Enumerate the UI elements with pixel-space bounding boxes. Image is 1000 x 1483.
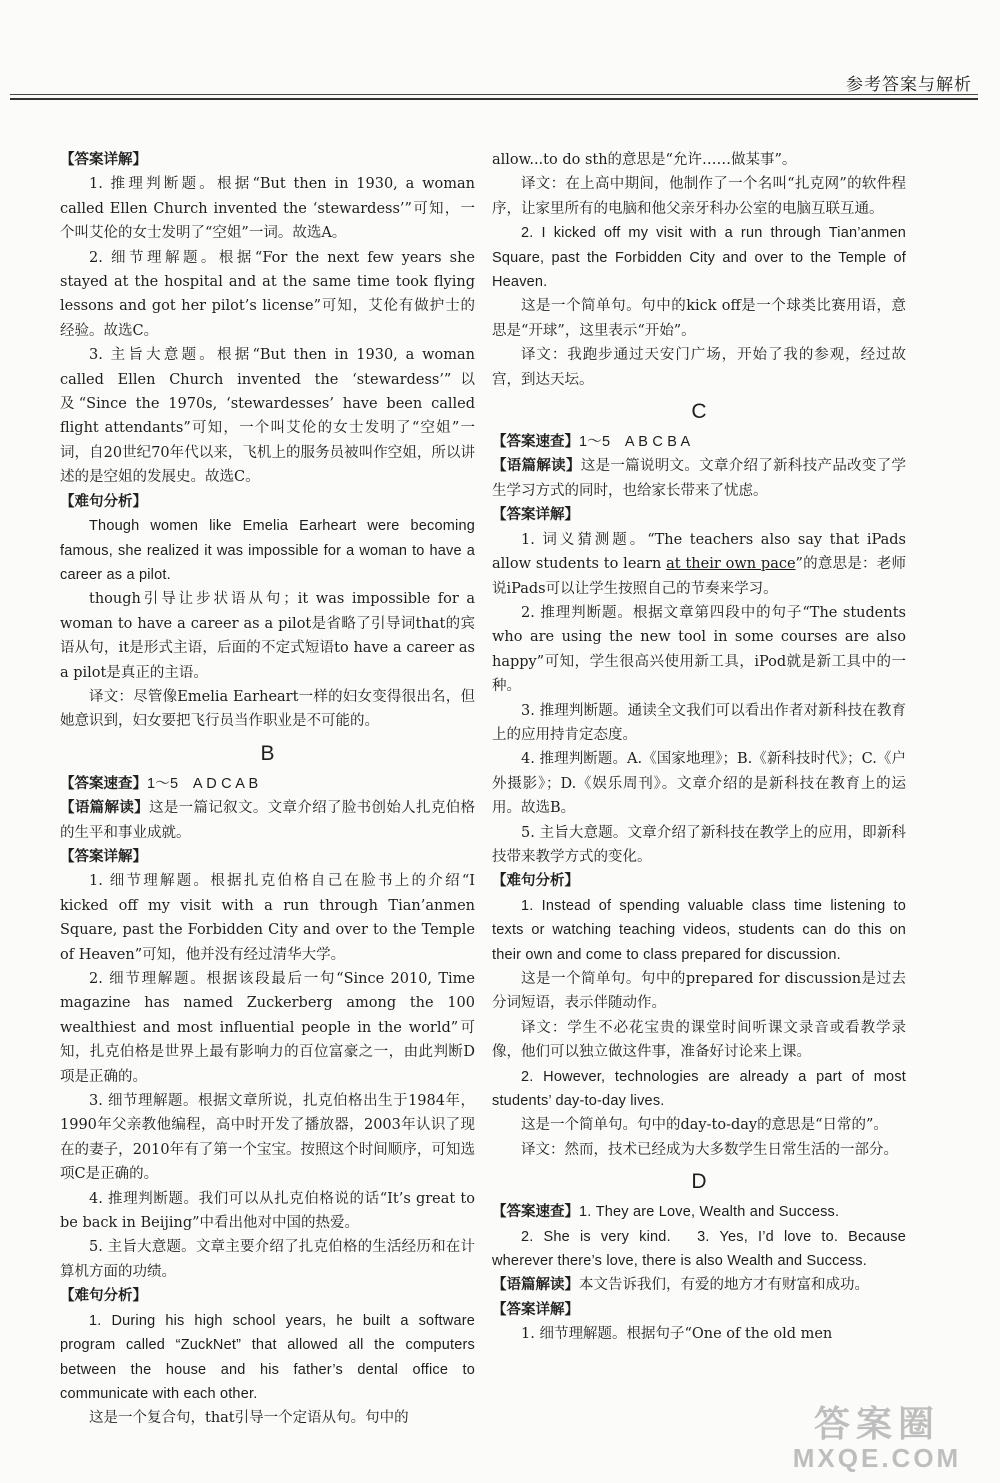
section-c-heading: C: [691, 400, 707, 424]
b-detail-2: 2. 细节理解题。根据该段最后一句“Since 2010, Time magazine has named Zuckerberg among the 100 wealthiest and most influential people in the world”可知，扎克伯格是世界上最有影响力的百位富豪之一，由此判断D项是正确的。: [60, 971, 475, 1085]
underlined-phrase: at their own pace: [666, 556, 796, 573]
page-header-title: 参考答案与解析: [846, 75, 972, 95]
watermark-logo: [772, 1403, 982, 1473]
d-quick: 【答案速查】1. They are Love, Wealth and Success.: [492, 1204, 840, 1221]
c-hard-translation-2: 译文：然而，技术已经成为大多数学生日常生活的一部分。: [521, 1141, 898, 1158]
section-b-heading: B: [260, 741, 275, 765]
c-hard-analysis-1: 这是一个简单句。句中的prepared for discussion是过去分词短语，表示伴随动作。: [492, 971, 906, 1012]
c-hard-sentence-1: 1. Instead of spending valuable class time listening to texts or watching teaching videos, students can do this on their own and come to class prepared for discussion.: [492, 897, 906, 963]
b-detail-5: 5. 主旨大意题。文章主要介绍了扎克伯格的生活经历和在计算机方面的功绩。: [60, 1239, 475, 1280]
header-rule-thick: [10, 98, 978, 100]
b-hard-continued: allow...to do sth的意思是“允许……做某事”。: [492, 152, 797, 168]
section-b-detail-label: 【答案详解】: [60, 848, 147, 865]
b-quick: 【答案速查】1～5 A D C A B: [60, 775, 259, 792]
b-reading: 【语篇解读】这是一篇记叙文。文章介绍了脸书创始人扎克伯格的生平和事业成就。: [60, 800, 475, 841]
b-hard-sentence: 1. During his high school years, he built a software program called “ZuckNet” that allowed all the computers between the house and his father’s dental office to communicate with each other.: [60, 1312, 475, 1402]
b-hard-sentence-2: 2. I kicked off my visit with a run through Tian’anmen Square, past the Forbidden City and over to the Temple of Heaven.: [492, 225, 906, 291]
b-detail-3: 3. 细节理解题。根据文章所说，扎克伯格出生于1984年，1990年父亲教他编程，高中时开发了播放器，2003年认识了现在的妻子，2010年有了第一个宝宝。按照这个时间顺序，可知选项C是正确的。: [60, 1093, 475, 1183]
c-hard-translation-1: 译文：学生不必花宝贵的课堂时间听课文录音或看教学录像，他们可以独立做这件事，准备好讨论来上课。: [492, 1019, 906, 1061]
b-detail-1: 1. 细节理解题。根据扎克伯格自己在脸书上的介绍“I kicked off my visit with a run through Tian’anmen Square, past the Forbidden City and over to the Temple of Heaven”可知，他并没有经过清华大学。: [60, 873, 475, 963]
b-detail-4: 4. 推理判断题。我们可以从扎克伯格说的话“It’s great to be back in Beijing”中看出他对中国的热爱。: [60, 1190, 475, 1232]
c-detail-5: 5. 主旨大意题。文章介绍了新科技在教学上的应用，即新科技带来教学方式的变化。: [492, 824, 906, 865]
section-d-heading: D: [691, 1170, 707, 1194]
d-quick-2: 2. She is very kind. 3. Yes, I’d love to. Because wherever there’s love, there is also Wealth and Success.: [492, 1228, 906, 1270]
c-detail-2: 2. 推理判断题。根据文章第四段中的句子“The students who are using the new tool in some courses are also happy”可知，学生很高兴使用新工具，iPod就是新工具中的一种。: [492, 604, 906, 695]
header-rule: [10, 94, 978, 95]
c-detail-1: 1. 词义猜测题。“The teachers also say that iPads allow students to learn at their own pace”的意思是：老师说iPads可以让学生按照自己的节奏来学习。: [492, 531, 906, 597]
a-detail-1: 1. 推理判断题。根据“But then in 1930, a woman called Ellen Church invented the ‘stewardess’”可知，一个叫艾伦的女士发明了“空姐”一词。故选A。: [60, 176, 475, 242]
watermark-text-top: 答案圈: [813, 1403, 940, 1444]
section-d-detail-label: 【答案详解】: [492, 1301, 579, 1318]
a-hard-analysis: though引导让步状语从句；it was impossible for a woman to have a career as a pilot是省略了引导词that的宾语从句，it是形式主语，后面的不定式短语to have a career as a pilot是真正的主语。: [60, 591, 475, 681]
section-b-hard-label: 【难句分析】: [60, 1288, 147, 1305]
c-reading: 【语篇解读】这是一篇说明文。文章介绍了新科技产品改变了学生学习方式的同时，也给家长带来了忧虑。: [492, 458, 907, 499]
c-detail-3: 3. 推理判断题。通读全文我们可以看出作者对新科技在教育上的应用持肯定态度。: [492, 702, 906, 743]
section-c-detail-label: 【答案详解】: [492, 507, 579, 524]
d-reading: 【语篇解读】本文告诉我们，有爱的地方才有财富和成功。: [492, 1277, 869, 1294]
a-detail-3: 3. 主旨大意题。根据“But then in 1930, a woman called Ellen Church invented the ‘stewardess’”以及“Since the 1970s, ‘stewardesses’ have been called flight attendants”可知，一个叫艾伦的女士发明了“空姐”一词，自20世纪70年代以来，飞机上的服务员被叫作空姐，所以讲述的是空姐的发展史。故选C。: [60, 347, 475, 486]
c-detail-4: 4. 推理判断题。A.《国家地理》；B.《新科技时代》；C.《户外摄影》；D.《娱乐周刊》。文章介绍的是新科技在教育上的运用。故选B。: [492, 751, 906, 817]
b-hard-analysis-2: 这是一个简单句。句中的kick off是一个球类比赛用语，意思是“开球”，这里表示“开始”。: [492, 298, 906, 339]
b-hard-analysis: 这是一个复合句，that引导一个定语从句。句中的: [89, 1410, 409, 1427]
left-column: [60, 148, 475, 1431]
c-hard-sentence-2: 2. However, technologies are already a part of most students’ day-to-day lives.: [492, 1068, 906, 1110]
b-hard-translation-2: 译文：我跑步通过天安门广场，开始了我的参观，经过故宫，到达天坛。: [492, 347, 906, 388]
section-a-detail-label: 【答案详解】: [60, 152, 147, 168]
right-column: [492, 148, 906, 1347]
watermark-text-bottom: MXQE.COM: [792, 1443, 962, 1473]
a-detail-2: 2. 细节理解题。根据“For the next few years she stayed at the hospital and at the same time took flying lessons and got her pilot’s license”可知，艾伦有做护士的经验。故选C。: [60, 249, 475, 339]
section-a-hard-label: 【难句分析】: [60, 493, 147, 510]
section-c-hard-label: 【难句分析】: [492, 873, 579, 890]
b-hard-translation: 译文：在上高中期间，他制作了一个名叫“扎克网”的软件程序，让家里所有的电脑和他父亲牙科办公室的电脑互联互通。: [492, 176, 906, 217]
a-hard-translation: 译文：尽管像Emelia Earheart一样的妇女变得很出名，但她意识到，妇女要把飞行员当作职业是不可能的。: [60, 688, 475, 730]
c-quick: 【答案速查】1～5 A B C B A: [492, 434, 691, 451]
d-detail-1: 1. 细节理解题。根据句子“One of the old men: [521, 1326, 833, 1343]
c-hard-analysis-2: 这是一个简单句。句中的day-to-day的意思是“日常的”。: [521, 1117, 888, 1134]
a-hard-sentence: Though women like Emelia Earheart were becoming famous, she realized it was impossible for a woman to have a career as a pilot.: [60, 518, 475, 583]
